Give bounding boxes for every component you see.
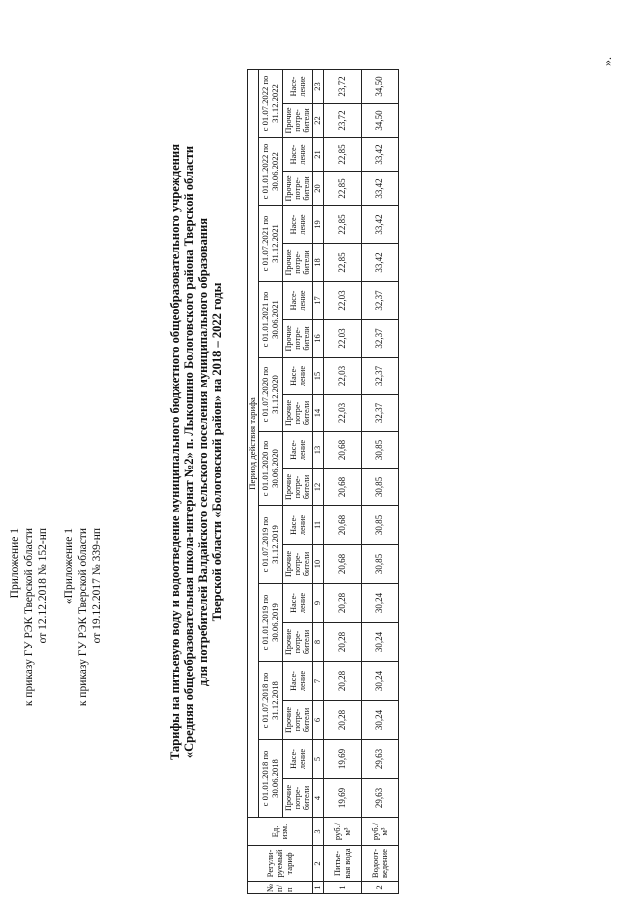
tariff-value: 30,85 xyxy=(362,506,399,545)
column-number: 9 xyxy=(313,584,324,623)
period-1: с 01.01.2018 по 30.06.2018 xyxy=(259,740,283,818)
column-number: 19 xyxy=(313,206,324,244)
tariff-value: 29,63 xyxy=(362,740,399,779)
column-number: 13 xyxy=(313,432,324,469)
subheader-other-consumers: Прочие потре-бители xyxy=(283,104,313,138)
tariff-value: 20,68 xyxy=(324,545,362,584)
subheader-population: Насе-ление xyxy=(283,662,313,701)
row-unit: руб./м³ xyxy=(324,818,362,846)
subheader-population: Насе-ление xyxy=(283,206,313,244)
column-number: 15 xyxy=(313,358,324,395)
subheader-other-consumers: Прочие потре-бители xyxy=(283,779,313,818)
column-number: 23 xyxy=(313,70,324,104)
row-tariff-name: Питье-вая вода xyxy=(324,846,362,882)
tariff-value: 22,03 xyxy=(324,358,362,395)
tariff-value: 33,42 xyxy=(362,244,399,282)
document-title xyxy=(168,0,224,904)
period-7: с 01.01.2021 по 30.06.2021 xyxy=(259,282,283,358)
col-header-unit: Ед. изм. xyxy=(248,818,313,846)
header-line-1: Приложение 1 xyxy=(9,528,21,599)
tariff-value: 33,42 xyxy=(362,206,399,244)
tariff-value: 30,85 xyxy=(362,545,399,584)
tariff-value: 30,85 xyxy=(362,432,399,469)
tariff-value: 33,42 xyxy=(362,172,399,206)
tariff-value: 22,03 xyxy=(324,320,362,358)
column-number: 14 xyxy=(313,395,324,432)
period-10: с 01.07.2022 по 31.12.2022 xyxy=(259,70,283,138)
tariff-value: 32,37 xyxy=(362,395,399,432)
tariff-value: 32,37 xyxy=(362,358,399,395)
col-header-tariff: Регули-руемый тариф xyxy=(248,846,313,882)
subheader-other-consumers: Прочие потре-бители xyxy=(283,244,313,282)
tariff-value: 32,37 xyxy=(362,320,399,358)
tariff-value: 20,68 xyxy=(324,469,362,506)
tariff-value: 20,68 xyxy=(324,432,362,469)
subheader-other-consumers: Прочие потре-бители xyxy=(283,623,313,662)
column-number: 11 xyxy=(313,506,324,545)
period-3: с 01.01.2019 по 30.06.2019 xyxy=(259,584,283,662)
tariff-value: 22,85 xyxy=(324,172,362,206)
column-number: 21 xyxy=(313,138,324,172)
column-number: 22 xyxy=(313,104,324,138)
column-number: 10 xyxy=(313,545,324,584)
tariff-value: 20,28 xyxy=(324,701,362,740)
column-number: 5 xyxy=(313,740,324,779)
column-number: 8 xyxy=(313,623,324,662)
row-unit: руб./м³ xyxy=(362,818,399,846)
tariff-value: 20,68 xyxy=(324,506,362,545)
tariff-value: 19,69 xyxy=(324,779,362,818)
header-line-2: к приказу ГУ РЭК Тверской области xyxy=(23,528,35,707)
table-row xyxy=(324,70,362,894)
tariff-value: 22,85 xyxy=(324,206,362,244)
tariff-value: 22,85 xyxy=(324,244,362,282)
tariff-value: 22,85 xyxy=(324,138,362,172)
period-4: с 01.07.2019 по 31.12.2019 xyxy=(259,506,283,584)
column-number: 6 xyxy=(313,701,324,740)
row-tariff-name: Водоот-ведение xyxy=(362,846,399,882)
title-line-4: Тверской области «Бологовский район» на 2018 – 2022 годы xyxy=(210,282,224,622)
tariff-value: 23,72 xyxy=(324,104,362,138)
tariff-value: 34,50 xyxy=(362,104,399,138)
subheader-population: Насе-ление xyxy=(283,138,313,172)
column-number: 16 xyxy=(313,320,324,358)
title-line-3: для потребителей Валдайского сельского поселения муниципального образования xyxy=(196,217,210,687)
tariff-value: 30,24 xyxy=(362,662,399,701)
tariff-value: 23,72 xyxy=(324,70,362,104)
title-line-2: «Средняя общеобразовательная школа-интернат №2» п. Лыкошино Бологовского района Тверской области xyxy=(182,145,196,759)
column-number: 3 xyxy=(313,818,324,846)
header-line-4: «Приложение 1 xyxy=(63,528,75,605)
column-number: 4 xyxy=(313,779,324,818)
subheader-population: Насе-ление xyxy=(283,432,313,469)
tariff-value: 30,24 xyxy=(362,584,399,623)
tariff-value: 33,42 xyxy=(362,138,399,172)
tariff-value: 20,28 xyxy=(324,662,362,701)
row-number: 1 xyxy=(324,882,362,894)
subheader-other-consumers: Прочие потре-бители xyxy=(283,320,313,358)
tariff-value: 20,28 xyxy=(324,623,362,662)
subheader-population: Насе-ление xyxy=(283,584,313,623)
subheader-population: Насе-ление xyxy=(283,740,313,779)
period-6: с 01.07.2020 по 31.12.2020 xyxy=(259,358,283,432)
subheader-population: Насе-ление xyxy=(283,282,313,320)
period-9: с 01.01.2022 по 30.06.2022 xyxy=(259,138,283,206)
table-row xyxy=(362,70,399,894)
column-number: 18 xyxy=(313,244,324,282)
header-line-5: к приказу ГУ РЭК Тверской области xyxy=(77,528,89,707)
tariff-table xyxy=(247,69,399,894)
tariff-value: 20,28 xyxy=(324,584,362,623)
column-number: 12 xyxy=(313,469,324,506)
period-5: с 01.01.2020 по 30.06.2020 xyxy=(259,432,283,506)
column-number: 7 xyxy=(313,662,324,701)
header-line-6: от 19.12.2017 № 339-нп xyxy=(91,528,103,644)
subheader-other-consumers: Прочие потре-бители xyxy=(283,395,313,432)
subheader-population: Насе-ление xyxy=(283,70,313,104)
tariff-value: 30,24 xyxy=(362,701,399,740)
closing-quote: ». xyxy=(600,57,614,66)
tariff-value: 32,37 xyxy=(362,282,399,320)
subheader-other-consumers: Прочие потре-бители xyxy=(283,545,313,584)
column-number: 17 xyxy=(313,282,324,320)
tariff-value: 30,24 xyxy=(362,623,399,662)
tariff-value: 19,69 xyxy=(324,740,362,779)
period-8: с 01.07.2021 по 31.12.2021 xyxy=(259,206,283,282)
column-number: 2 xyxy=(313,846,324,882)
tariff-value: 30,85 xyxy=(362,469,399,506)
period-2: с 01.07.2018 по 31.12.2018 xyxy=(259,662,283,740)
period-header: Период действия тарифа xyxy=(248,70,259,818)
tariff-value: 34,50 xyxy=(362,70,399,104)
title-line-1: Тарифы на питьевую воду и водоотведение муниципального бюджетного общеобразовательного учреждения xyxy=(168,144,182,760)
subheader-other-consumers: Прочие потре-бители xyxy=(283,469,313,506)
tariff-value: 22,03 xyxy=(324,395,362,432)
subheader-other-consumers: Прочие потре-бители xyxy=(283,172,313,206)
row-number: 2 xyxy=(362,882,399,894)
tariff-value: 29,63 xyxy=(362,779,399,818)
subheader-population: Насе-ление xyxy=(283,506,313,545)
tariff-value: 22,03 xyxy=(324,282,362,320)
subheader-population: Насе-ление xyxy=(283,358,313,395)
column-number: 20 xyxy=(313,172,324,206)
column-number: 1 xyxy=(313,882,324,894)
header-line-3: от 12.12.2018 № 152-нп xyxy=(37,528,49,644)
col-header-number: № п/п xyxy=(248,882,313,894)
subheader-other-consumers: Прочие потре-бители xyxy=(283,701,313,740)
